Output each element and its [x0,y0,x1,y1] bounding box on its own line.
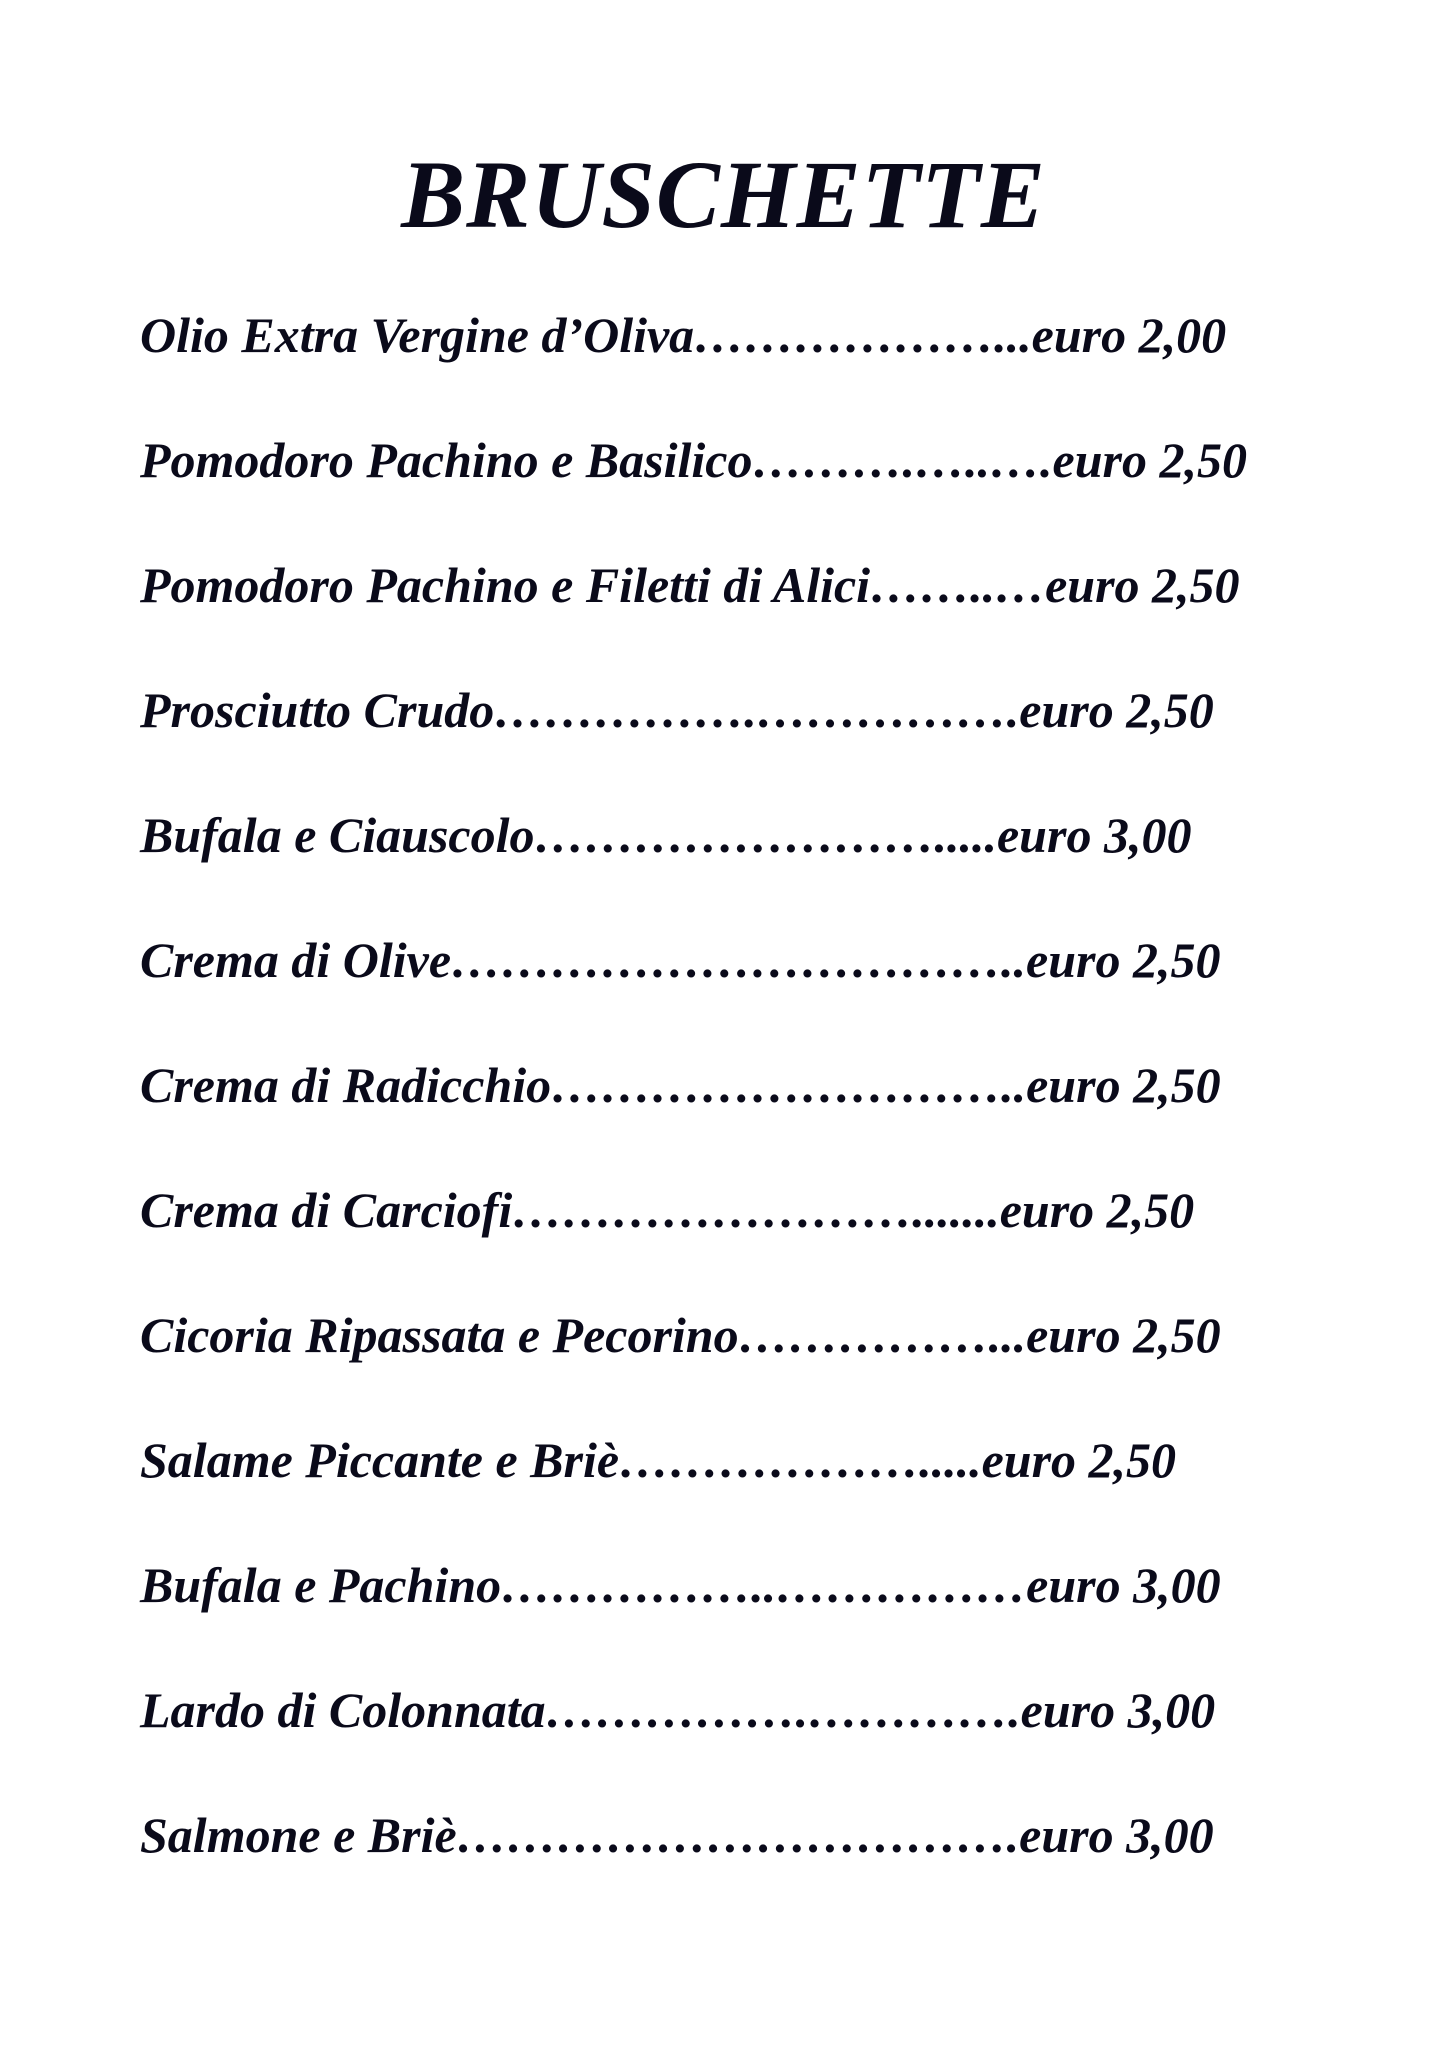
menu-item: Crema di Olive……………………………..euro 2,50 [140,932,1221,988]
menu-item: Olio Extra Vergine d’Oliva………………...euro 2,00 [140,307,1227,363]
menu-item: Salmone e Briè…………………………….euro 3,00 [140,1807,1214,1863]
menu-item: Prosciutto Crudo…………….…………….euro 2,50 [140,682,1214,738]
menu-item: Crema di Carciofi…………………….......euro 2,50 [140,1182,1195,1238]
menu-item: Bufala e Ciauscolo…………………….....euro 3,00 [140,807,1192,863]
menu-item: Crema di Radicchio………………………..euro 2,50 [140,1057,1221,1113]
menu-item: Pomodoro Pachino e Basilico……….…..….euro 2,50 [140,432,1247,488]
menu-item: Lardo di Colonnata…………….………….euro 3,00 [140,1682,1216,1738]
menu-item: Bufala e Pachino……………..……………euro 3,00 [140,1557,1221,1613]
menu-item: Salame Piccante e Briè……………….....euro 2,50 [140,1432,1177,1488]
menu-item: Pomodoro Pachino e Filetti di Alici……..…euro 2,50 [140,557,1240,613]
menu-item: Cicoria Ripassata e Pecorino……………...euro 2,50 [140,1307,1221,1363]
menu-title: BRUSCHETTE [401,141,1046,248]
